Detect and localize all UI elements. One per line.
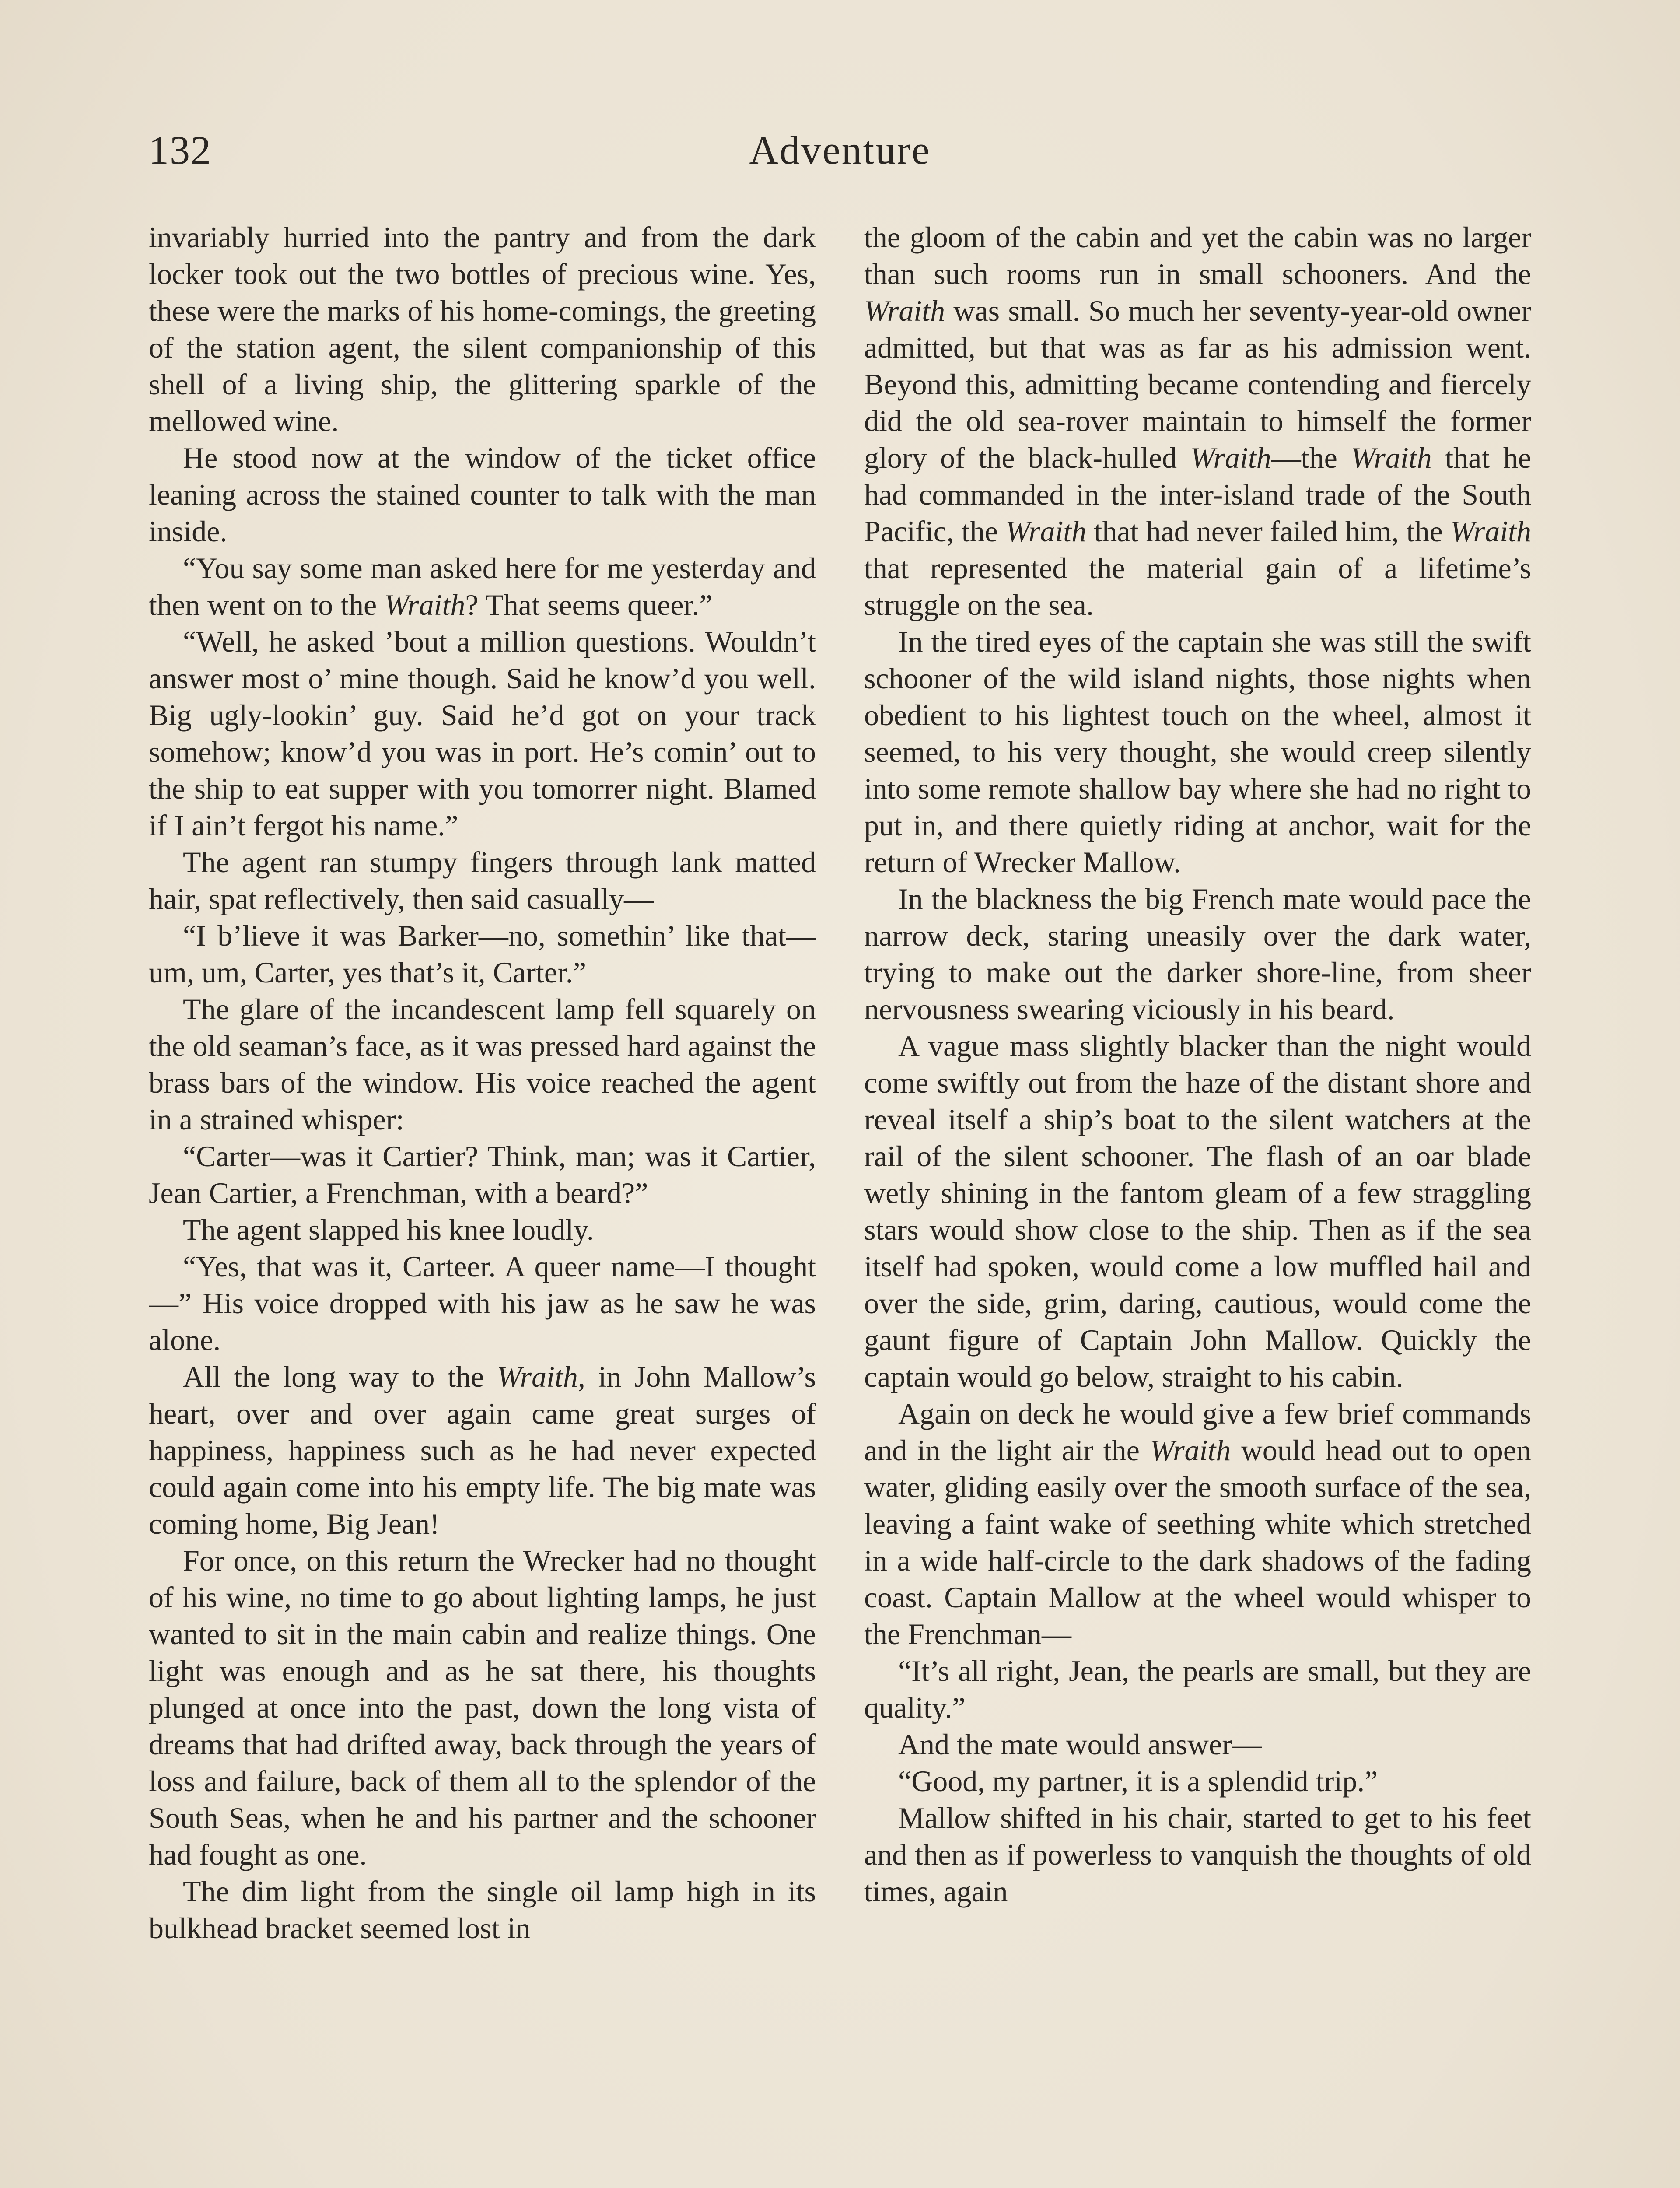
- paragraph: He stood now at the window of the ticket office leaning across the stained counter to talk with the man inside.: [149, 441, 816, 548]
- page-number: 132: [149, 128, 212, 172]
- text-columns: [149, 219, 1531, 2188]
- paragraph: And the mate would answer—: [898, 1728, 1262, 1761]
- paragraph: Mallow shifted in his chair, started to get to his feet and then as if powerless to vanquish the thoughts of old times, again: [864, 1801, 1531, 1908]
- paragraph: All the long way to the Wraith, in John Mallow’s heart, over and over again came great surges of happiness, happiness such as he had never expected could again come into his empty life. The big mate was coming home, Big Jean!: [149, 1360, 816, 1540]
- paragraph: For once, on this return the Wrecker had no thought of his wine, no time to go about lighting lamps, he just wanted to sit in the main cabin and realize things. One light was enough and as he sat there, his thoughts plunged at once into the past, down the long vista of dreams that had drifted away, back through the years of loss and failure, back of them all to the splendor of the South Seas, when he and his partner and the schooner had fought as one.: [149, 1544, 816, 1871]
- paragraph: “It’s all right, Jean, the pearls are small, but they are quality.”: [864, 1654, 1531, 1724]
- paragraph: “Well, he asked ’bout a million questions. Wouldn’t answer most o’ mine though. Said he know’d you well. Big ugly-lookin’ guy. Said he’d got on your track somehow; know’d you was in port. He’s comin’ out to the ship to eat supper with you tomorrer night. Blamed if I ain’t fergot his name.”: [149, 625, 816, 842]
- paragraph: The agent slapped his knee loudly.: [183, 1213, 594, 1246]
- paragraph: In the tired eyes of the captain she was still the swift schooner of the wild island nights, those nights when obedient to his lightest touch on the wheel, almost it seemed, to his very thought, she would creep silently into some remote shallow bay where she had no right to put in, and there quietly riding at anchor, wait for the return of Wrecker Mallow.: [864, 625, 1531, 879]
- page-header: [149, 127, 1531, 188]
- running-title: Adventure: [749, 128, 931, 172]
- paragraph: The glare of the incandescent lamp fell squarely on the old seaman’s face, as it was pressed hard against the brass bars of the window. His voice reached the agent in a strained whisper:: [149, 992, 816, 1136]
- paragraph: invariably hurried into the pantry and from the dark locker took out the two bottles of precious wine. Yes, these were the marks of his home-comings, the greeting of the station agent, the silent companionship of this shell of a living ship, the glittering sparkle of the mellowed wine.: [149, 221, 816, 438]
- paragraph: “Carter—was it Cartier? Think, man; was it Cartier, Jean Cartier, a Frenchman, with a beard?”: [149, 1140, 816, 1210]
- paragraph: A vague mass slightly blacker than the night would come swiftly out from the haze of the distant shore and reveal itself a ship’s boat to the silent watchers at the rail of the silent schooner. The flash of an oar blade wetly shining in the fantom gleam of a few straggling stars would show close to the ship. Then as if the sea itself had spoken, would come a low muffled hail and over the side, grim, daring, cautious, would come the gaunt figure of Captain John Mallow. Quickly the captain would go below, straight to his cabin.: [864, 1029, 1531, 1393]
- paragraph: “You say some man asked here for me yesterday and then went on to the Wraith? That seems queer.”: [149, 551, 816, 621]
- paragraph: the gloom of the cabin and yet the cabin was no larger than such rooms run in small schooners. And the Wraith was small. So much her seventy-year-old owner admitted, but that was as far as his admission went. Beyond this, admitting became contending and fiercely did the old sea-rover maintain to himself the former glory of the black-hulled Wraith—the Wraith that he had commanded in the inter-island trade of the South Pacific, the Wraith that had never failed him, the Wraith that represented the material gain of a lifetime’s struggle on the sea.: [864, 221, 1531, 621]
- paragraph: “Yes, that was it, Carteer. A queer name—I thought—” His voice dropped with his jaw as he saw he was alone.: [149, 1250, 816, 1357]
- paragraph: Again on deck he would give a few brief commands and in the light air the Wraith would head out to open water, gliding easily over the smooth surface of the sea, leaving a faint wake of seething white which stretched in a wide half-circle to the dark shadows of the fading coast. Captain Mallow at the wheel would whisper to the Frenchman—: [864, 1397, 1531, 1651]
- left-column: [149, 219, 816, 2188]
- right-column: [864, 219, 1531, 2188]
- paragraph: “I b’lieve it was Barker—no, somethin’ like that—um, um, Carter, yes that’s it, Carter.”: [149, 919, 816, 989]
- paragraph: In the blackness the big French mate would pace the narrow deck, staring uneasily over the dark water, trying to make out the darker shore-line, from sheer nervousness swearing viciously in his beard.: [864, 882, 1531, 1026]
- paragraph: The dim light from the single oil lamp high in its bulkhead bracket seemed lost in: [149, 1875, 816, 1945]
- paragraph: “Good, my partner, it is a splendid trip.”: [898, 1764, 1378, 1798]
- paragraph: The agent ran stumpy fingers through lank matted hair, spat reflectively, then said casually—: [149, 845, 816, 915]
